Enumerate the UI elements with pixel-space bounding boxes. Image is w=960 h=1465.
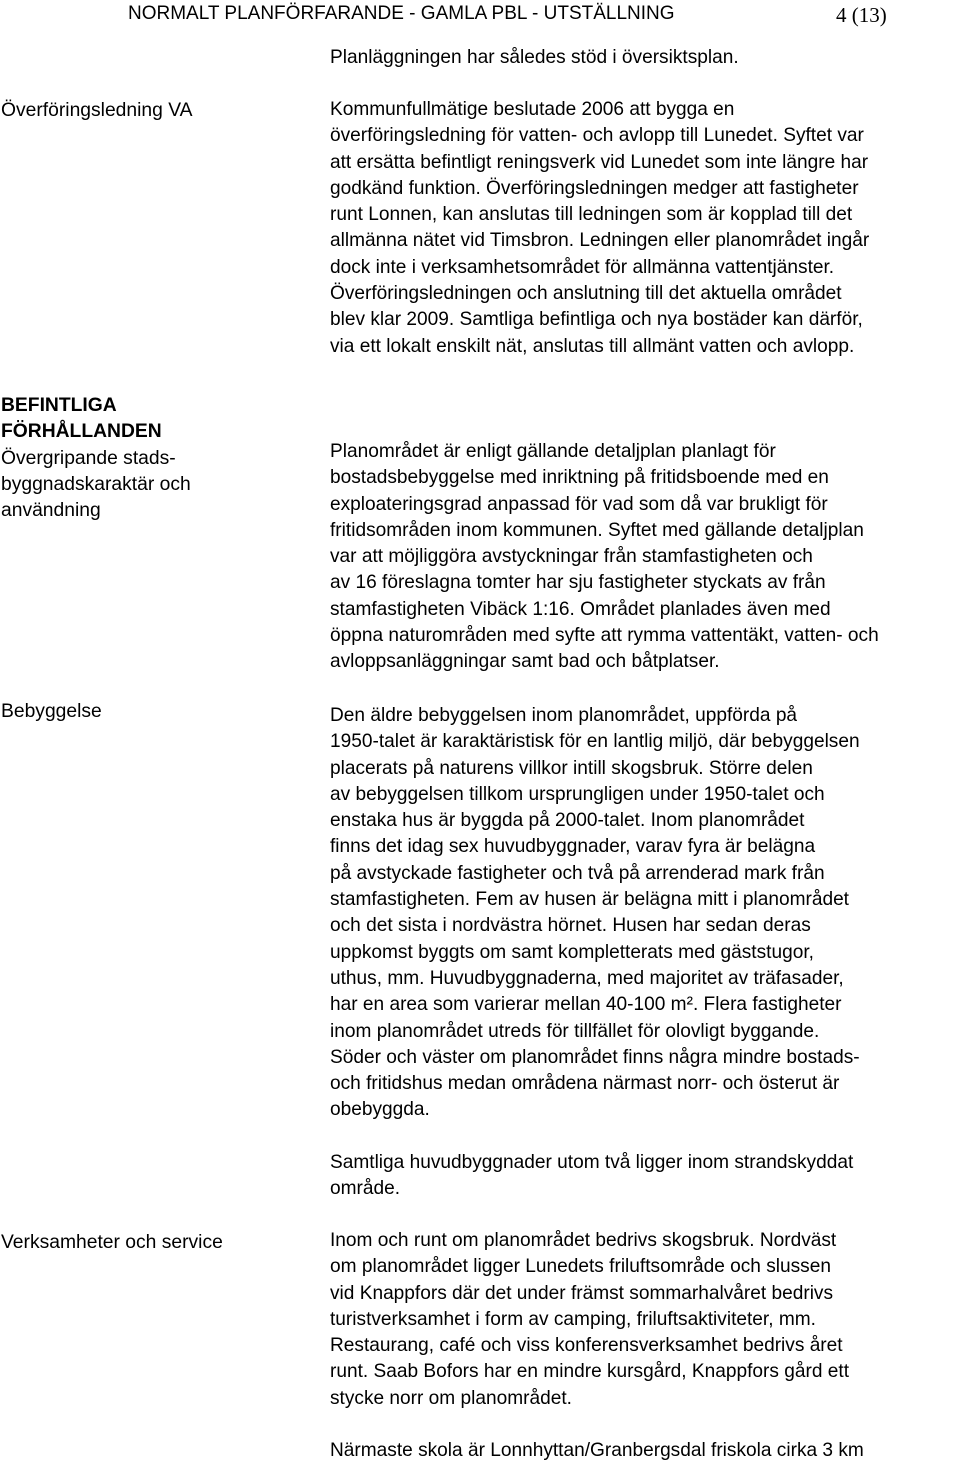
sidebar-label-line: användning xyxy=(1,500,101,522)
text-line: allmänna nätet vid Timsbron. Ledningen eller planområdet ingår xyxy=(330,230,870,252)
va-paragraph xyxy=(330,97,960,360)
text-line: dock inte i verksamhetsområdet för allmänna vattentjänster. xyxy=(330,256,835,278)
text-line: stamfastigheten Vibäck 1:16. Området planlades även med xyxy=(330,598,831,620)
text-line: har en area som varierar mellan 40-100 m². Flera fastigheter xyxy=(330,994,842,1016)
text-line: Planområdet är enligt gällande detaljplan planlagt för xyxy=(330,441,776,462)
text-line: exploateringsgrad anpassad för vad som då var brukligt för xyxy=(330,493,828,515)
text-line: Kommunfullmätige beslutade 2006 att bygga en xyxy=(330,99,735,120)
text-line: enstaka hus är byggda på 2000-talet. Inom planområdet xyxy=(330,810,805,832)
intro-paragraph xyxy=(330,45,960,71)
text-line: obebyggda. xyxy=(330,1099,430,1121)
text-line: 1950-talet är karaktäristisk för en lantlig miljö, där bebyggelsen xyxy=(330,731,860,753)
sidebar-label-overforingsledning: Överföringsledning VA xyxy=(1,100,193,121)
text-line: Närmaste skola är Lonnhyttan/Granbergsdal friskola cirka 3 km xyxy=(330,1440,864,1461)
text-line: om planområdet ligger Lunedets friluftsområde och slussen xyxy=(330,1256,831,1278)
text-line: och det sista i nordvästra hörnet. Husen har sedan deras xyxy=(330,915,811,937)
text-line: stycke norr om planområdet. xyxy=(330,1387,572,1409)
text-line: godkänd funktion. Överföringsledningen medger att fastigheter xyxy=(330,177,859,199)
text-line: uthus, mm. Huvudbyggnaderna, med majoritet av träfasader, xyxy=(330,967,844,989)
text-line: överföringsledning för vatten- och avlopp till Lunedet. Syftet var xyxy=(330,125,864,147)
karaktar-paragraph xyxy=(330,439,960,676)
sidebar-label-bebyggelse: Bebyggelse xyxy=(1,701,102,722)
text-line: Inom och runt om planområdet bedrivs skogsbruk. Nordväst xyxy=(330,1230,837,1251)
text-line: område. xyxy=(330,1178,401,1200)
text-line: vid Knappfors där det under främst sommarhalvåret bedrivs xyxy=(330,1282,834,1304)
sidebar-label-verksamheter: Verksamheter och service xyxy=(1,1232,223,1253)
verksamheter-paragraph xyxy=(330,1228,960,1412)
text-line: Söder och väster om planområdet finns några mindre bostads- xyxy=(330,1046,860,1068)
text-line: av 16 föreslagna tomter har sju fastigheter styckats av från xyxy=(330,572,826,594)
text-line: avloppsanläggningar samt bad och båtplatser. xyxy=(330,651,720,673)
text-line: Den äldre bebyggelsen inom planområdet, uppförda på xyxy=(330,705,798,726)
page-number: 4 (13) xyxy=(836,3,887,27)
sidebar-label-line: byggnadskaraktär och xyxy=(1,473,191,495)
text-line: blev klar 2009. Samtliga befintliga och nya bostäder kan därför, xyxy=(330,309,863,331)
text-line: och fritidshus medan områdena närmast norr- och österut är xyxy=(330,1073,840,1095)
text-line: finns det idag sex huvudbyggnader, varav fyra är belägna xyxy=(330,836,816,858)
bebyggelse-paragraph xyxy=(330,703,960,1124)
skola-paragraph xyxy=(330,1438,960,1464)
text-line: runt Lonnen, kan anslutas till ledningen som är kopplad till det xyxy=(330,204,853,226)
document-header-title: NORMALT PLANFÖRFARANDE - GAMLA PBL - UTSTÄLLNING xyxy=(128,3,675,24)
text-line: runt. Saab Bofors har en mindre kursgård, Knappfors gård ett xyxy=(330,1361,849,1383)
text-line: stamfastigheten. Fem av husen är belägna mitt i planområdet xyxy=(330,889,849,911)
text-line: Planläggningen har således stöd i översiktsplan. xyxy=(330,47,739,68)
text-line: Överföringsledningen och anslutning till det aktuella området xyxy=(330,283,842,305)
sidebar-section-befintliga xyxy=(1,393,301,524)
text-line: öppna naturområden med syfte att rymma vattentäkt, vatten- och xyxy=(330,625,879,647)
text-line: inom planområdet utreds för tillfället för olovligt byggande. xyxy=(330,1020,820,1042)
text-line: fritidsområden inom kommunen. Syftet med gällande detaljplan xyxy=(330,519,864,541)
section-heading-line: BEFINTLIGA xyxy=(1,395,117,416)
text-line: placerats på naturens villkor intill skogsbruk. Större delen xyxy=(330,757,813,779)
text-line: Restaurang, café och viss konferensverksamhet bedrivs året xyxy=(330,1335,843,1357)
text-line: av bebyggelsen tillkom ursprungligen under 1950-talet och xyxy=(330,783,825,805)
text-line: var att möjliggöra avstyckningar från stamfastigheten och xyxy=(330,546,813,568)
text-line: Samtliga huvudbyggnader utom två ligger inom strandskyddat xyxy=(330,1152,854,1173)
text-line: att ersätta befintligt reningsverk vid Lunedet som inte längre har xyxy=(330,151,869,173)
strandskydd-paragraph xyxy=(330,1150,960,1203)
sidebar-label-line: Övergripande stads- xyxy=(1,447,176,469)
text-line: uppkomst byggts om samt kompletterats med gäststugor, xyxy=(330,941,814,963)
text-line: bostadsbebyggelse med inriktning på fritidsboende med en xyxy=(330,467,829,489)
section-heading-line: FÖRHÅLLANDEN xyxy=(1,421,162,443)
text-line: turistverksamhet i form av camping, friluftsaktiviteter, mm. xyxy=(330,1308,816,1330)
text-line: på avstyckade fastigheter och två på arrenderad mark från xyxy=(330,862,825,884)
text-line: via ett lokalt enskilt nät, anslutas till allmänt vatten och avlopp. xyxy=(330,335,855,357)
